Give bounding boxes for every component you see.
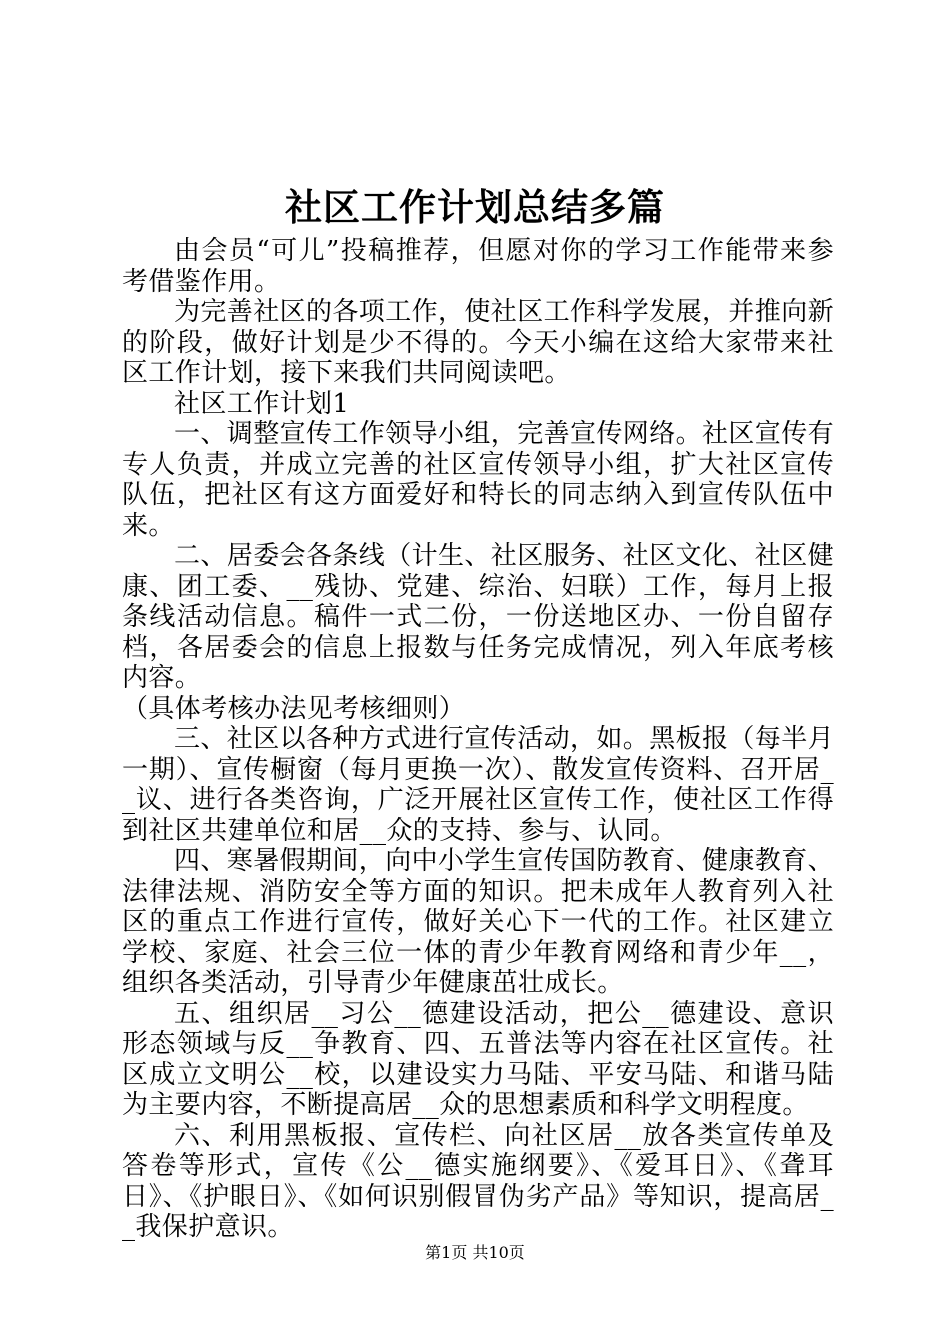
paragraph-item-3: 三、社区以各种方式进行宣传活动，如。黑板报（每半月一期）、宣传橱窗（每月更换一次）、散发宣传资料、召开居__议、进行各类咨询，广泛开展社区宣传工作，使社区工作得到社区共建单位和居__众的支持、参与、认同。 bbox=[122, 724, 835, 846]
paragraph-item-1: 一、调整宣传工作领导小组，完善宣传网络。社区宣传有专人负责，并成立完善的社区宣传领导小组，扩大社区宣传队伍，把社区有这方面爱好和特长的同志纳入到宣传队伍中来。 bbox=[122, 419, 835, 541]
paragraph-item-2: 二、居委会各条线（计生、社区服务、社区文化、社区健康、团工委、__残协、党建、综治、妇联）工作，每月上报条线活动信息。稿件一式二份，一份送地区办、一份自留存档，各居委会的信息上报数与任务完成情况，列入年底考核内容。 bbox=[122, 541, 835, 693]
paragraph-item-5: 五、组织居__习公__德建设活动，把公__德建设、意识形态领域与反__争教育、四、五普法等内容在社区宣传。社区成立文明公__校，以建设实力马陆、平安马陆、和谐马陆为主要内容，不断提高居__众的思想素质和科学文明程度。 bbox=[122, 998, 834, 1120]
section-heading-plan-1: 社区工作计划1 bbox=[174, 388, 350, 419]
document-body bbox=[122, 236, 834, 1243]
document-title: 社区工作计划总结多篇 bbox=[285, 185, 665, 229]
paragraph-preface: 为完善社区的各项工作，使社区工作科学发展，并推向新的阶段，做好计划是少不得的。今天小编在这给大家带来社区工作计划，接下来我们共同阅读吧。 bbox=[122, 297, 835, 388]
paragraph-item-6: 六、利用黑板报、宣传栏、向社区居__放各类宣传单及答卷等形式，宣传《公__德实施纲要》、《爱耳日》、《聋耳日》、《护眼日》、《如何识别假冒伪劣产品》等知识，提高居__我保护意识。 bbox=[122, 1120, 834, 1242]
paragraph-item-2-note: （具体考核办法见考核细则） bbox=[122, 693, 466, 724]
paragraph-intro: 由会员“可儿”投稿推荐，但愿对你的学习工作能带来参考借鉴作用。 bbox=[122, 236, 834, 297]
paragraph-item-4: 四、寒暑假期间，向中小学生宣传国防教育、健康教育、法律法规、消防安全等方面的知识。把未成年人教育列入社区的重点工作进行宣传，做好关心下一代的工作。社区建立学校、家庭、社会三位一体的青少年教育网络和青少年__，组织各类活动，引导青少年健康茁壮成长。 bbox=[122, 846, 835, 998]
page-footer: 第1页 共10页 bbox=[425, 1243, 525, 1262]
